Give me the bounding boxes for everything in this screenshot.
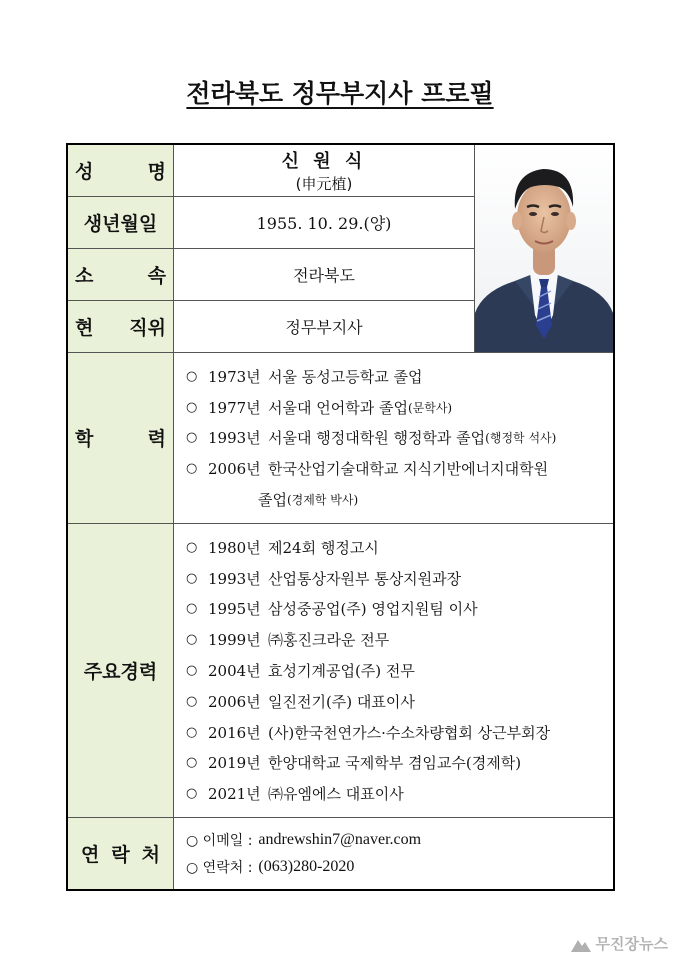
list-item: ○ 1977년 서울대 언어학과 졸업 (문학사) bbox=[186, 398, 453, 417]
portrait-photo bbox=[475, 145, 613, 352]
name-hanja: (申元植) bbox=[295, 174, 353, 193]
phone-value: (063)280-2020 bbox=[258, 857, 355, 875]
position-value: 정무부지사 bbox=[174, 300, 475, 352]
list-item: ○ 2006년 한국산업기술대학교 지식기반에너지대학원 bbox=[186, 460, 549, 479]
watermark-text: 무진장뉴스 bbox=[595, 935, 668, 953]
affiliation-value: 전라북도 bbox=[174, 248, 475, 300]
mountain-logo-icon bbox=[570, 935, 592, 953]
list-item: ○ 1973년 서울 동성고등학교 졸업 bbox=[186, 367, 423, 386]
phone-label: ○ 연락처 : bbox=[186, 859, 253, 876]
education-list bbox=[174, 353, 615, 524]
education-label: 학 력 bbox=[67, 353, 174, 524]
phone-line bbox=[186, 853, 613, 880]
contact-row bbox=[67, 818, 614, 890]
career-label: 주요경력 bbox=[67, 523, 174, 817]
email-label: ○ 이메일 : bbox=[186, 832, 253, 849]
name-value bbox=[174, 144, 475, 196]
profile-table bbox=[66, 143, 615, 891]
watermark bbox=[570, 933, 668, 954]
list-item: ○ 1993년 산업통상자원부 통상지원과장 bbox=[186, 569, 462, 588]
birth-label: 생년월일 bbox=[67, 196, 174, 248]
page-title: 전라북도 정무부지사 프로필 bbox=[186, 79, 494, 108]
name-row bbox=[67, 144, 614, 196]
list-item: ○ 1999년 ㈜홍진크라운 전무 bbox=[186, 631, 390, 650]
contact-info bbox=[174, 818, 615, 890]
email-line bbox=[186, 826, 613, 853]
email-value: andrewshin7@naver.com bbox=[258, 830, 422, 848]
photo-cell bbox=[475, 144, 615, 353]
list-item: ○ 2021년 ㈜유엠에스 대표이사 bbox=[186, 785, 404, 804]
position-label: 현 직위 bbox=[67, 300, 174, 352]
list-item: ○ 1995년 삼성중공업(주) 영업지원팀 이사 bbox=[186, 600, 478, 619]
affiliation-label: 소 속 bbox=[67, 248, 174, 300]
contact-label: 연 락 처 bbox=[67, 818, 174, 890]
list-item: ○ 1993년 서울대 행정대학원 행정학과 졸업 (행정학 석사) bbox=[186, 429, 557, 448]
list-item: ○ 2004년 효성기계공업(주) 전무 bbox=[186, 662, 415, 681]
list-item-continuation: 졸업 (경제학 박사) bbox=[258, 491, 359, 510]
career-row bbox=[67, 523, 614, 817]
list-item: ○ 1980년 제24회 행정고시 bbox=[186, 538, 379, 557]
list-item: ○ 2019년 한양대학교 국제학부 겸임교수(경제학) bbox=[186, 754, 522, 773]
list-item: ○ 2006년 일진전기(주) 대표이사 bbox=[186, 692, 415, 711]
education-row bbox=[67, 353, 614, 524]
career-list bbox=[174, 523, 615, 817]
name-label: 성 명 bbox=[67, 144, 174, 196]
name-korean: 신 원 식 bbox=[281, 150, 367, 172]
birth-value: 1955. 10. 29.(양) bbox=[174, 196, 475, 248]
list-item: ○ 2016년 (사)한국천연가스·수소차량협회 상근부회장 bbox=[186, 723, 551, 742]
